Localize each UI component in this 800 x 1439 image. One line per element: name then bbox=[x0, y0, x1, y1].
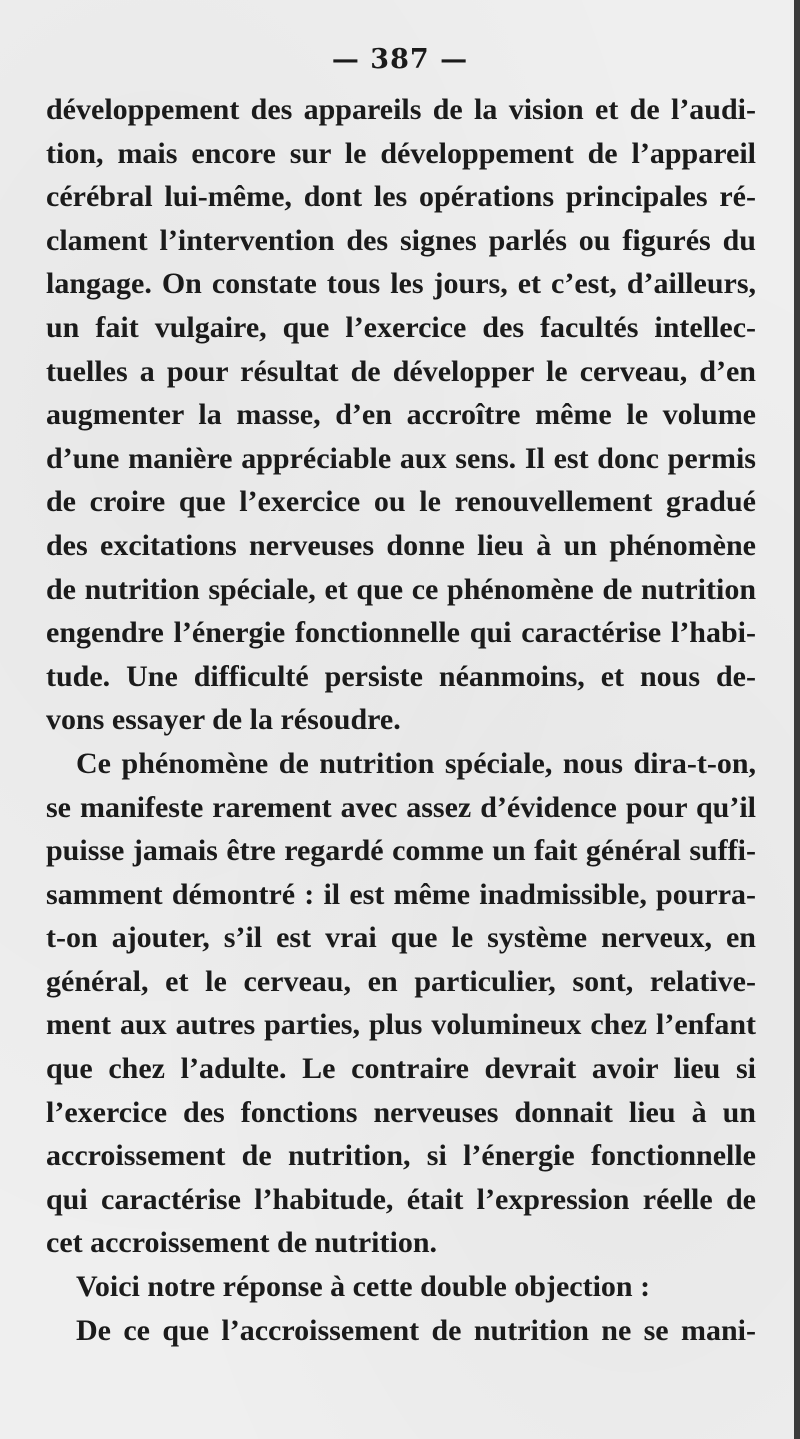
text-line: tuelles a pour résultat de développer le cerveau, d’en bbox=[46, 354, 756, 388]
text-line: t-on ajouter, s’il est vrai que le système nerveux, en bbox=[46, 921, 756, 955]
text-line: tude. Une difficulté persiste néanmoins, et nous de- bbox=[46, 659, 756, 693]
body-text bbox=[46, 88, 756, 1352]
text-line: Voici notre réponse à cette double objection : bbox=[76, 1270, 651, 1304]
text-line: puisse jamais être regardé comme un fait général suffi- bbox=[46, 834, 756, 868]
text-line: se manifeste rarement avec assez d’évidence pour qu’il bbox=[46, 790, 756, 824]
text-line: langage. On constate tous les jours, et c’est, d’ailleurs, bbox=[46, 267, 756, 301]
text-line: de croire que l’exercice ou le renouvellement gradué bbox=[46, 485, 756, 519]
text-line: cet accroissement de nutrition. bbox=[46, 1226, 438, 1260]
paragraph-4 bbox=[46, 1309, 756, 1353]
text-line: ment aux autres parties, plus volumineux chez l’enfant bbox=[46, 1008, 756, 1042]
text-line: général, et le cerveau, en particulier, sont, relative- bbox=[46, 964, 756, 998]
page-number: — 387 — bbox=[331, 44, 469, 75]
text-line: engendre l’énergie fonctionnelle qui caractérise l’habi- bbox=[46, 616, 756, 650]
paragraph-1 bbox=[46, 88, 756, 742]
text-line: que chez l’adulte. Le contraire devrait avoir lieu si bbox=[46, 1052, 756, 1086]
text-line: des excitations nerveuses donne lieu à un phénomène bbox=[46, 528, 756, 562]
text-line: qui caractérise l’habitude, était l’expression réelle de bbox=[46, 1182, 756, 1216]
text-line: d’une manière appréciable aux sens. Il est donc permis bbox=[46, 441, 756, 475]
paragraph-2 bbox=[46, 742, 756, 1265]
text-line: samment démontré : il est même inadmissible, pourra- bbox=[46, 877, 756, 911]
text-line: de nutrition spéciale, et que ce phénomène de nutrition bbox=[46, 572, 756, 606]
text-line: clament l’intervention des signes parlés ou figurés du bbox=[46, 223, 756, 257]
text-line: un fait vulgaire, que l’exercice des facultés intellec- bbox=[46, 310, 756, 344]
text-line: développement des appareils de la vision et de l’audi- bbox=[46, 93, 756, 126]
text-line: De ce que l’accroissement de nutrition ne se mani- bbox=[76, 1313, 756, 1347]
text-line: tion, mais encore sur le développement de l’appareil bbox=[46, 136, 756, 170]
text-line: vons essayer de la résoudre. bbox=[46, 703, 401, 737]
text-line: augmenter la masse, d’en accroître même le volume bbox=[46, 398, 756, 432]
text-line: cérébral lui-même, dont les opérations principales ré- bbox=[46, 180, 756, 214]
text-line: accroissement de nutrition, si l’énergie fonctionnelle bbox=[46, 1139, 756, 1173]
paragraph-3 bbox=[46, 1265, 756, 1309]
text-line: l’exercice des fonctions nerveuses donnait lieu à un bbox=[46, 1095, 756, 1129]
text-line: Ce phénomène de nutrition spéciale, nous dira-t-on, bbox=[76, 746, 756, 780]
